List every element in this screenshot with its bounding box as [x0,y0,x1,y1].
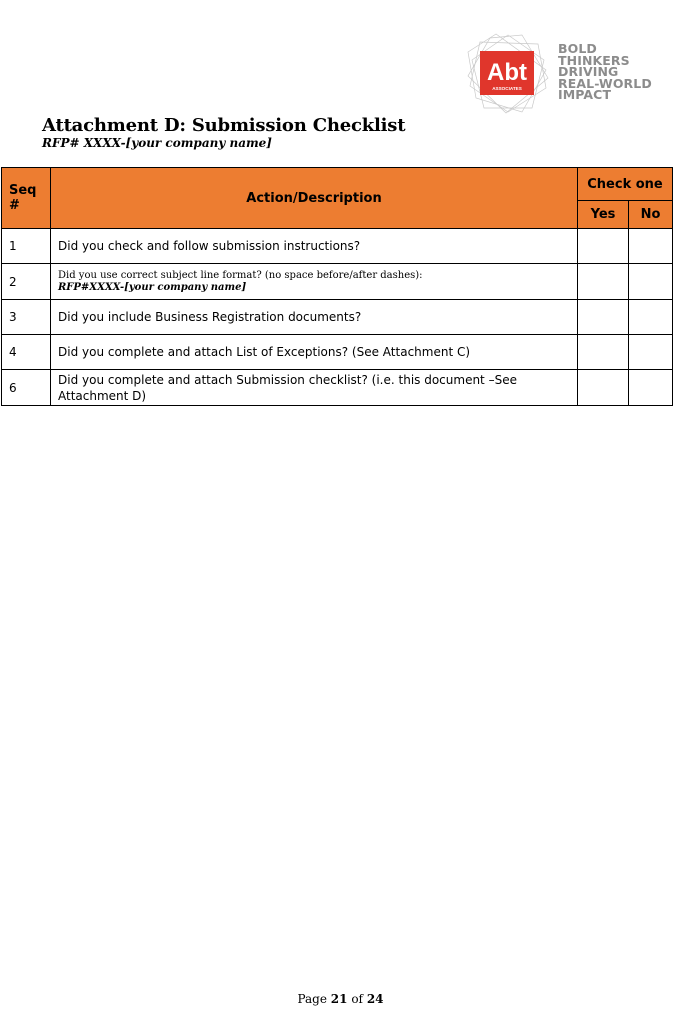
yes-cell[interactable] [578,300,629,335]
page-footer [0,992,681,1006]
row-action-emphasis: RFP#XXXX-[your company name] [58,281,247,293]
footer-current-page: 21 [330,992,348,1006]
column-header-action: Action/Description [51,168,578,229]
logo-wordmark: Abt [487,59,527,86]
row-action [51,264,578,300]
no-cell[interactable] [629,229,673,264]
column-header-yes: Yes [578,201,629,229]
footer-of-label: of [351,992,363,1006]
column-header-check-one: Check one [578,168,673,201]
yes-cell[interactable] [578,370,629,406]
table-row [2,300,673,335]
logo-subtext: ASSOCIATES [492,86,522,91]
page-title: Attachment D: Submission Checklist [42,115,406,136]
no-cell[interactable] [629,370,673,406]
submission-checklist-table [1,167,673,406]
row-action: Did you complete and attach List of Exceptions? (See Attachment C) [51,335,578,370]
yes-cell[interactable] [578,264,629,300]
tagline-line: THINKERS [558,52,630,68]
page-subtitle: RFP# XXXX-[your company name] [42,136,272,150]
table-row [2,335,673,370]
footer-total-pages: 24 [366,992,384,1006]
logo-tagline [558,43,658,101]
tagline-line: BOLD [558,41,597,56]
abt-associates-logo [466,32,656,114]
row-action: Did you check and follow submission instructions? [51,229,578,264]
table-row [2,229,673,264]
yes-cell[interactable] [578,335,629,370]
tagline-line: DRIVING [558,64,619,79]
row-seq: 3 [2,300,51,335]
column-header-seq: Seq # [2,168,51,229]
table-row [2,264,673,300]
row-seq: 6 [2,370,51,406]
row-seq: 2 [2,264,51,300]
row-action: Did you complete and attach Submission checklist? (i.e. this document –See Attachment D) [51,370,578,406]
column-header-no: No [629,201,673,229]
row-action-text: Did you use correct subject line format? (no space before/after dashes): [58,269,423,281]
row-action: Did you include Business Registration documents? [51,300,578,335]
no-cell[interactable] [629,264,673,300]
table-row [2,370,673,406]
row-seq: 1 [2,229,51,264]
footer-page-label: Page [297,992,327,1006]
no-cell[interactable] [629,300,673,335]
tagline-line: IMPACT [558,87,612,102]
yes-cell[interactable] [578,229,629,264]
tagline-line: REAL-WORLD [558,75,652,91]
no-cell[interactable] [629,335,673,370]
abt-logo-mark [466,32,550,114]
table-header-row [2,168,673,201]
row-seq: 4 [2,335,51,370]
